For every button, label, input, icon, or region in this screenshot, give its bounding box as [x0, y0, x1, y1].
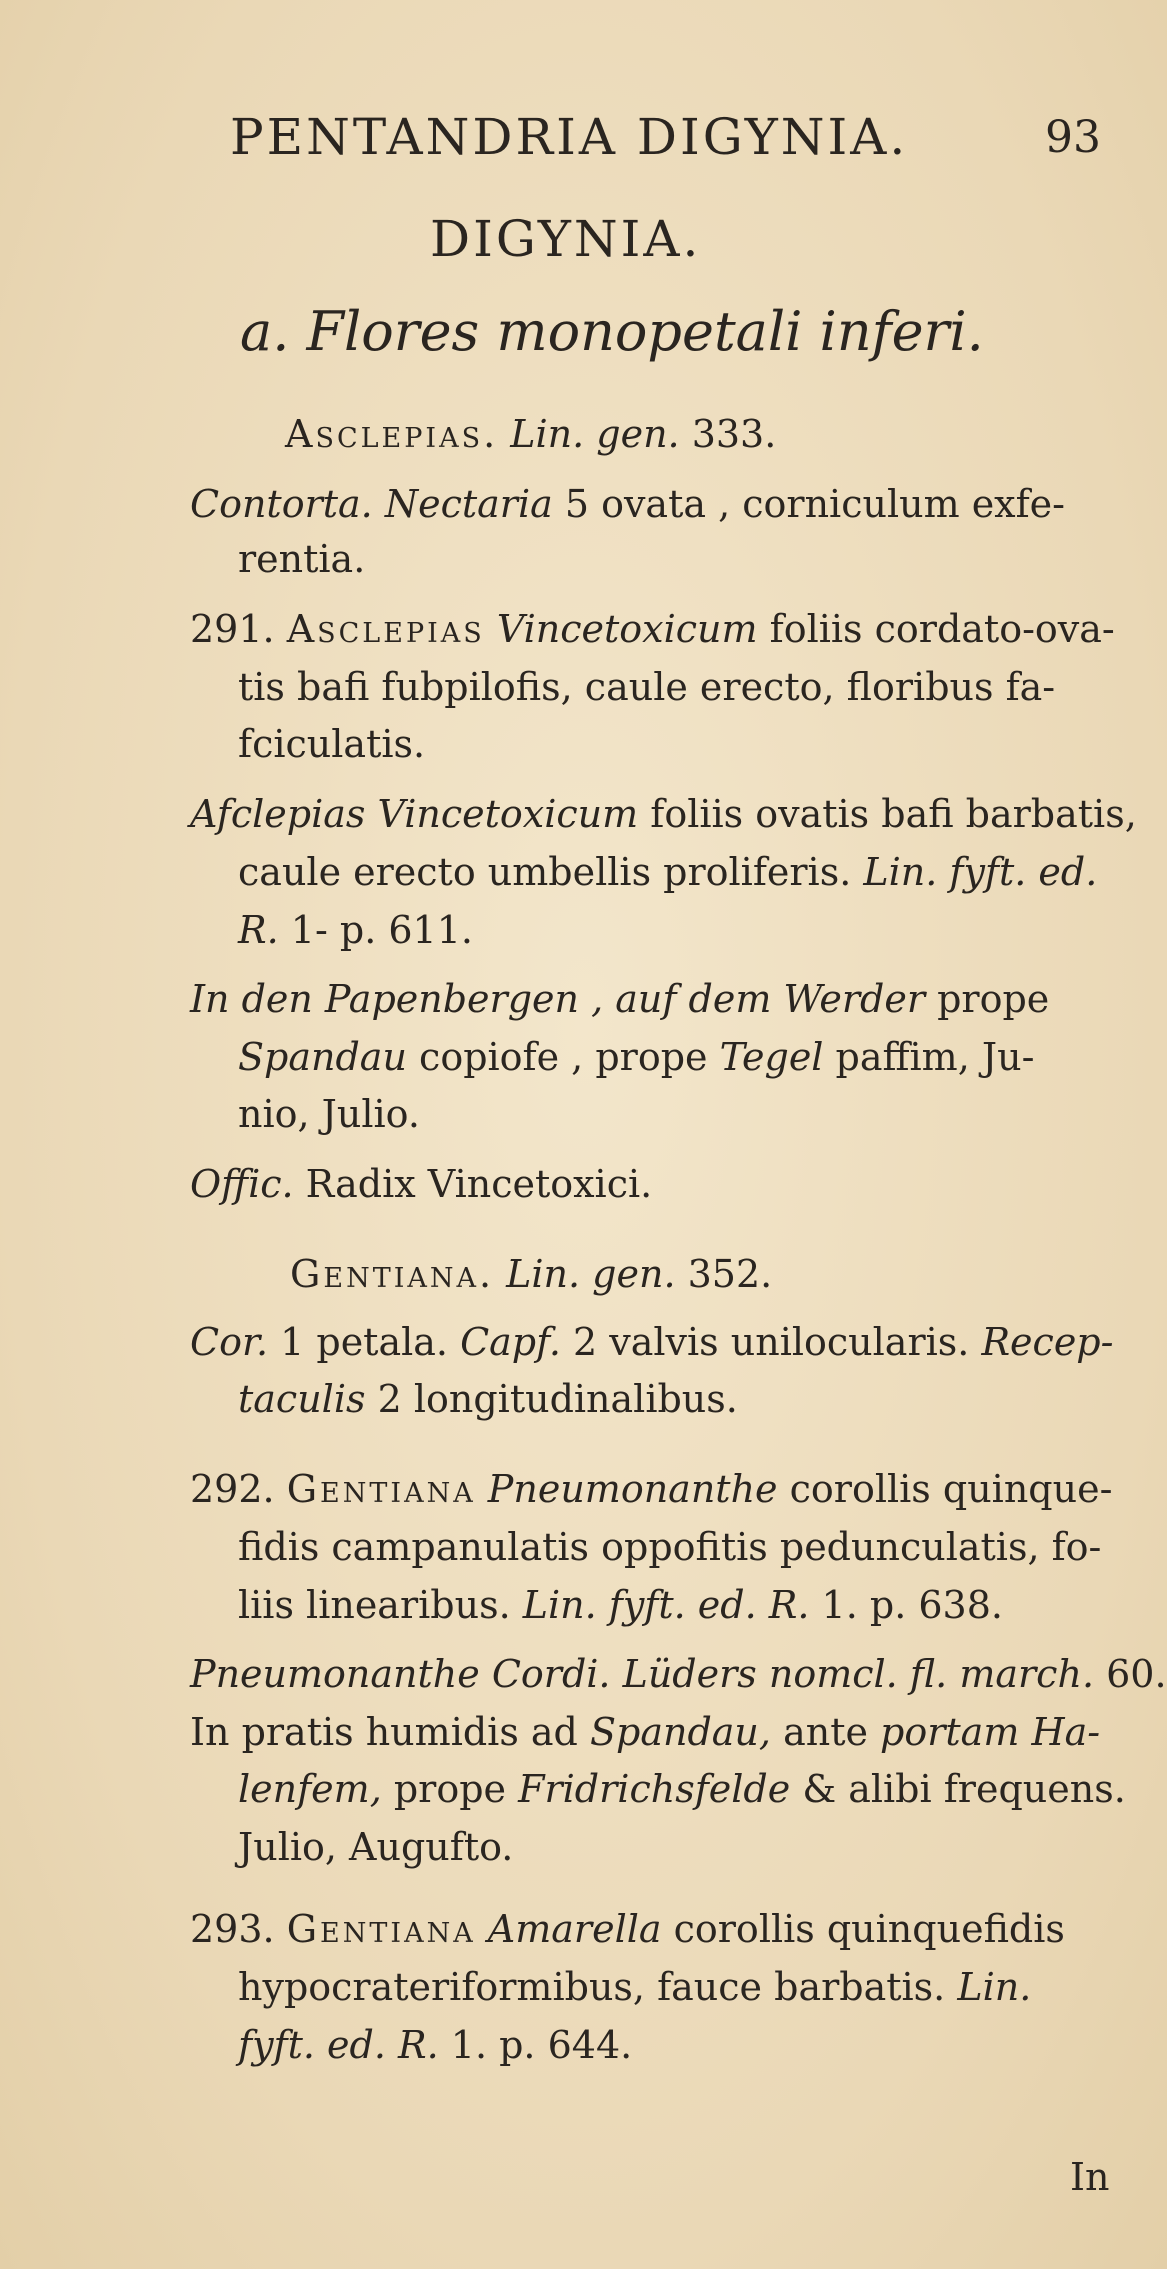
text-line	[238, 1583, 1003, 1627]
text-segment: portam Ha-	[867, 1710, 1101, 1754]
text-segment: Offic.	[190, 1162, 294, 1206]
text-segment: paffim, Ju-	[823, 1035, 1035, 1079]
text-line	[190, 1320, 1114, 1364]
text-segment: 1- p. 611.	[278, 908, 473, 952]
text-segment: Spandau	[238, 1035, 407, 1079]
text-segment: prope	[925, 977, 1050, 1021]
text-line	[190, 977, 1050, 1021]
text-segment: 1 petala.	[268, 1320, 448, 1364]
text-segment: Spandau,	[577, 1710, 771, 1754]
text-segment: Pneumonanthe Cordi. Lüders nomcl. fl. march.	[190, 1652, 1095, 1696]
text-segment: Gentiana	[286, 1467, 476, 1511]
text-segment: Afclepias Vincetoxicum	[190, 792, 639, 836]
text-line	[190, 1710, 1101, 1754]
text-segment: 292.	[190, 1467, 287, 1511]
text-segment: 5 ovata , corniculum exfe-	[552, 482, 1066, 526]
text-segment: Julio, Augufto.	[238, 1825, 514, 1869]
text-segment: 352.	[675, 1252, 773, 1296]
text-segment: 2 valvis unilocularis.	[560, 1320, 970, 1364]
text-line	[238, 665, 1056, 709]
text-line	[238, 1035, 1035, 1079]
text-segment: 60.	[1094, 1652, 1167, 1696]
text-line	[290, 1252, 773, 1296]
text-segment: foliis ovatis bafi barbatis,	[638, 792, 1137, 836]
text-segment: 293.	[190, 1907, 287, 1951]
text-line	[190, 1162, 653, 1206]
section-title: DIGYNIA.	[430, 210, 702, 268]
text-segment: Lin.	[945, 1965, 1032, 2009]
text-line	[238, 722, 426, 766]
text-segment: Lin. fyft. ed. R.	[510, 1583, 810, 1627]
text-line	[238, 1767, 1126, 1811]
text-segment: Recep-	[969, 1320, 1114, 1364]
text-segment: copiofe , prope	[406, 1035, 708, 1079]
text-segment: caule erecto umbellis proliferis.	[238, 850, 852, 894]
text-segment: taculis	[238, 1377, 366, 1421]
text-segment: prope	[381, 1767, 507, 1811]
text-line	[238, 1377, 738, 1421]
text-segment: 291.	[190, 607, 287, 651]
text-line	[238, 1825, 514, 1869]
text-line	[190, 1652, 1167, 1696]
text-segment: Lin. gen.	[498, 412, 680, 456]
text-line	[238, 1525, 1102, 1569]
text-segment: Gentiana.	[290, 1252, 495, 1296]
text-segment: Tegel	[707, 1035, 824, 1079]
page-number: 93	[1045, 112, 1101, 163]
text-line	[238, 2023, 633, 2067]
text-segment: Lin. gen.	[494, 1252, 676, 1296]
text-segment: Vincetoxicum	[484, 607, 758, 651]
text-segment: corollis quinquefidis	[661, 1907, 1065, 1951]
text-segment: Capf.	[448, 1320, 561, 1364]
text-segment: fyft. ed. R.	[238, 2023, 439, 2067]
text-segment: Lin. fyft. ed.	[851, 850, 1098, 894]
text-segment: In pratis humidis ad	[190, 1710, 578, 1754]
running-head: PENTANDRIA DIGYNIA.	[230, 108, 909, 166]
text-line	[285, 412, 777, 456]
text-segment: Pneumonanthe	[475, 1467, 778, 1511]
catchword: In	[1070, 2155, 1110, 2199]
text-line	[238, 908, 473, 952]
text-segment: Fridrichsfelde	[506, 1767, 791, 1811]
text-segment: Amarella	[475, 1907, 662, 1951]
text-segment: In den Papenbergen , auf dem Werder	[190, 977, 926, 1021]
text-segment: 1. p. 638.	[809, 1583, 1003, 1627]
text-segment: 2 longitudinalibus.	[365, 1377, 738, 1421]
text-segment: ante	[771, 1710, 868, 1754]
text-segment: Nectaria	[372, 482, 553, 526]
text-segment: tis bafi fubpilofis, caule erecto, floribus fa-	[238, 665, 1056, 709]
text-line	[190, 1467, 1113, 1511]
text-segment: R.	[238, 908, 279, 952]
text-segment: Cor.	[190, 1320, 269, 1364]
text-segment: liis linearibus.	[238, 1583, 511, 1627]
text-segment: hypocrateriformibus, fauce barbatis.	[238, 1965, 946, 2009]
text-segment: lenfem,	[238, 1767, 382, 1811]
text-segment: & alibi frequens.	[790, 1767, 1126, 1811]
text-line	[190, 482, 1066, 526]
text-segment: 333.	[679, 412, 777, 456]
text-line	[238, 850, 1098, 894]
text-segment: 1. p. 644.	[438, 2023, 633, 2067]
text-line	[238, 1965, 1032, 2009]
text-line	[238, 1092, 420, 1136]
text-segment: Asclepias.	[285, 412, 499, 456]
text-segment: rentia.	[238, 537, 366, 581]
text-segment: foliis cordato-ova-	[757, 607, 1115, 651]
text-segment: fidis campanulatis oppofitis pedunculatis, fo-	[238, 1525, 1102, 1569]
text-segment: Radix Vincetoxici.	[293, 1162, 653, 1206]
text-line	[190, 607, 1115, 651]
text-segment: Gentiana	[286, 1907, 476, 1951]
subsection-title: a. Flores monopetali inferi.	[240, 300, 984, 363]
text-line	[190, 792, 1137, 836]
text-segment: fciculatis.	[238, 722, 426, 766]
text-segment: nio, Julio.	[238, 1092, 420, 1136]
text-segment: corollis quinque-	[777, 1467, 1113, 1511]
text-segment: Asclepias	[286, 607, 485, 651]
text-line	[190, 1907, 1065, 1951]
text-segment: Contorta.	[190, 482, 373, 526]
text-line	[238, 537, 366, 581]
